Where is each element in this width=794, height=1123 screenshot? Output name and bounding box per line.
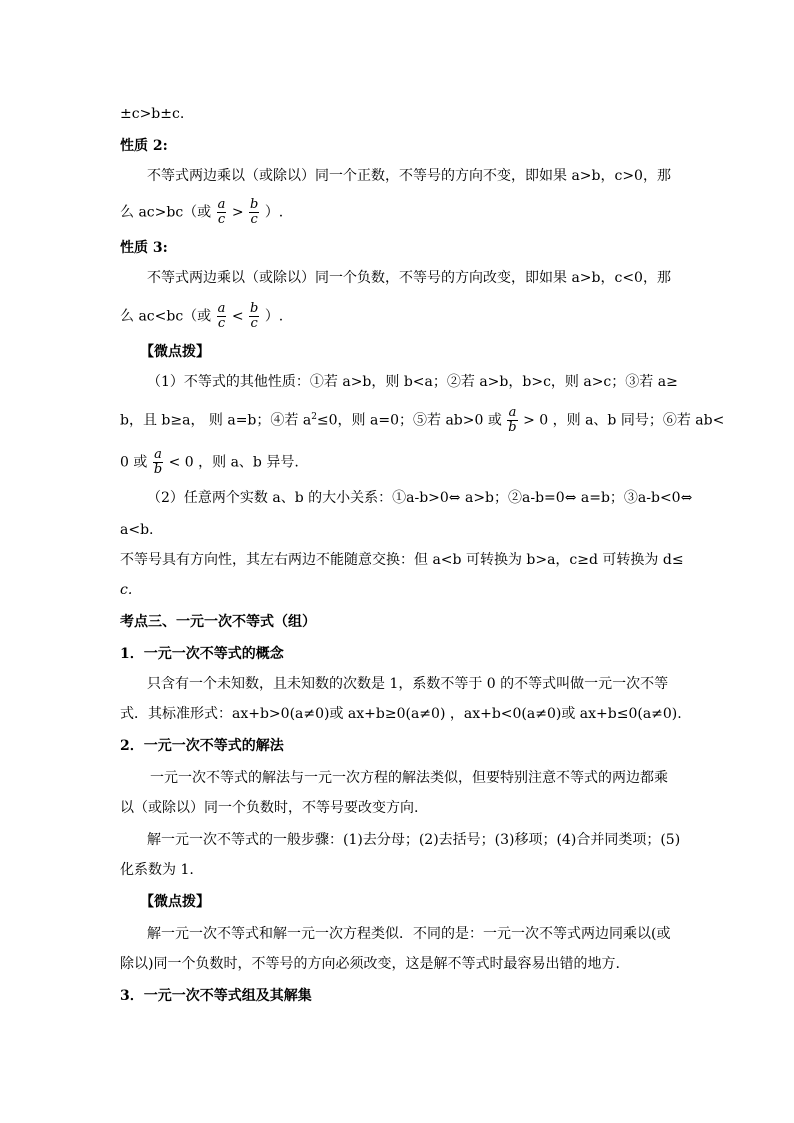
paragraph-line: 只含有一个未知数，且未知数的次数是 1，系数不等于 0 的不等式叫做一元一次不等 <box>147 676 669 692</box>
paragraph-line: 解一元一次不等式和解一元一次方程类似．不同的是：一元一次不等式两边同乘以(或 <box>147 926 671 942</box>
paragraph-line: 解一元一次不等式的一般步骤：(1)去分母；(2)去括号；(3)移项；(4)合并同类项；(5) <box>147 832 681 848</box>
paragraph-line: a<b. <box>120 522 154 538</box>
subsection-heading: 3．一元一次不等式组及其解集 <box>120 988 312 1004</box>
fraction-a-over-b: $\frac{a}{b}$ <box>508 405 517 435</box>
text-segment: 么 ac<bc（或 <box>120 308 212 325</box>
text-segment: ）. <box>264 204 284 221</box>
subsection-heading: 1．一元一次不等式的概念 <box>120 646 284 662</box>
paragraph-line: 以（或除以）同一个负数时，不等号要改变方向. <box>120 800 419 816</box>
text-segment: < 0 ，则 a、b 异号. <box>168 454 299 471</box>
subsection-heading: 2．一元一次不等式的解法 <box>120 738 284 754</box>
paragraph-line: 一元一次不等式的解法与一元一次方程的解法类似，但要特别注意不等式的两边都乘 <box>150 770 668 786</box>
section-heading: 考点三、一元一次不等式（组） <box>120 614 316 630</box>
heading-property-3: 性质 3: <box>120 240 168 256</box>
paragraph-line: 除以)同一个负数时，不等号的方向必须改变，这是解不等式时最容易出错的地方. <box>120 956 620 972</box>
lt-sign: < <box>231 308 244 325</box>
paragraph-line: 化系数为 1. <box>120 862 194 878</box>
fraction-b-over-c: $\frac{b}{c}$ <box>250 197 259 227</box>
text-segment: 么 ac>bc（或 <box>120 204 212 221</box>
superscript: 2 <box>311 411 317 422</box>
tip-heading: 【微点拨】 <box>140 344 210 360</box>
paragraph-line-formula <box>120 448 299 477</box>
paragraph-line: 不等号具有方向性，其左右两边不能随意交换：但 a<b 可转换为 b>a，c≥d 可转换为 d≤ <box>120 552 684 568</box>
fraction-b-over-c: $\frac{b}{c}$ <box>250 301 259 331</box>
paragraph-line-formula <box>120 198 283 227</box>
paragraph-line: （1）不等式的其他性质：①若 a>b，则 b<a；②若 a>b，b>c，则 a>c；③若 a≥ <box>147 374 678 390</box>
paragraph-line: （2）任意两个实数 a、b 的大小关系：①a-b>0⇔ a>b；②a-b=0⇔ a=b；③a-b<0⇔ <box>147 490 693 506</box>
paragraph-line: 不等式两边乘以（或除以）同一个正数，不等号的方向不变，即如果 a>b，c>0，那 <box>147 168 671 184</box>
fraction-a-over-b: $\frac{a}{b}$ <box>153 447 163 477</box>
heading-property-2: 性质 2: <box>120 138 168 154</box>
fraction-a-over-c: $\frac{a}{c}$ <box>217 301 226 331</box>
text-segment: ≤0，则 a=0；⑤若 ab>0 或 <box>316 412 502 429</box>
text-line: ±c>b±c. <box>120 106 185 122</box>
paragraph-line-formula <box>120 302 283 331</box>
paragraph-line-formula <box>120 406 724 435</box>
paragraph-line: 式．其标准形式：ax+b>0(a≠0)或 ax+b≥0(a≠0) ，ax+b<0(a≠0)或 ax+b≤0(a≠0). <box>120 706 682 722</box>
text-segment: 0 或 <box>120 454 148 471</box>
text-segment: > 0 ，则 a、b 同号；⑥若 ab< <box>523 412 725 429</box>
tip-heading: 【微点拨】 <box>140 894 210 910</box>
paragraph-line: 不等式两边乘以（或除以）同一个负数，不等号的方向改变，即如果 a>b，c<0，那 <box>147 270 671 286</box>
fraction-a-over-c: $\frac{a}{c}$ <box>217 197 226 227</box>
paragraph-line: c. <box>120 582 133 598</box>
text-segment: ）. <box>264 308 284 325</box>
text-segment: b，且 b≥a， 则 a=b；④若 a <box>120 412 312 429</box>
gt-sign: > <box>231 204 244 221</box>
